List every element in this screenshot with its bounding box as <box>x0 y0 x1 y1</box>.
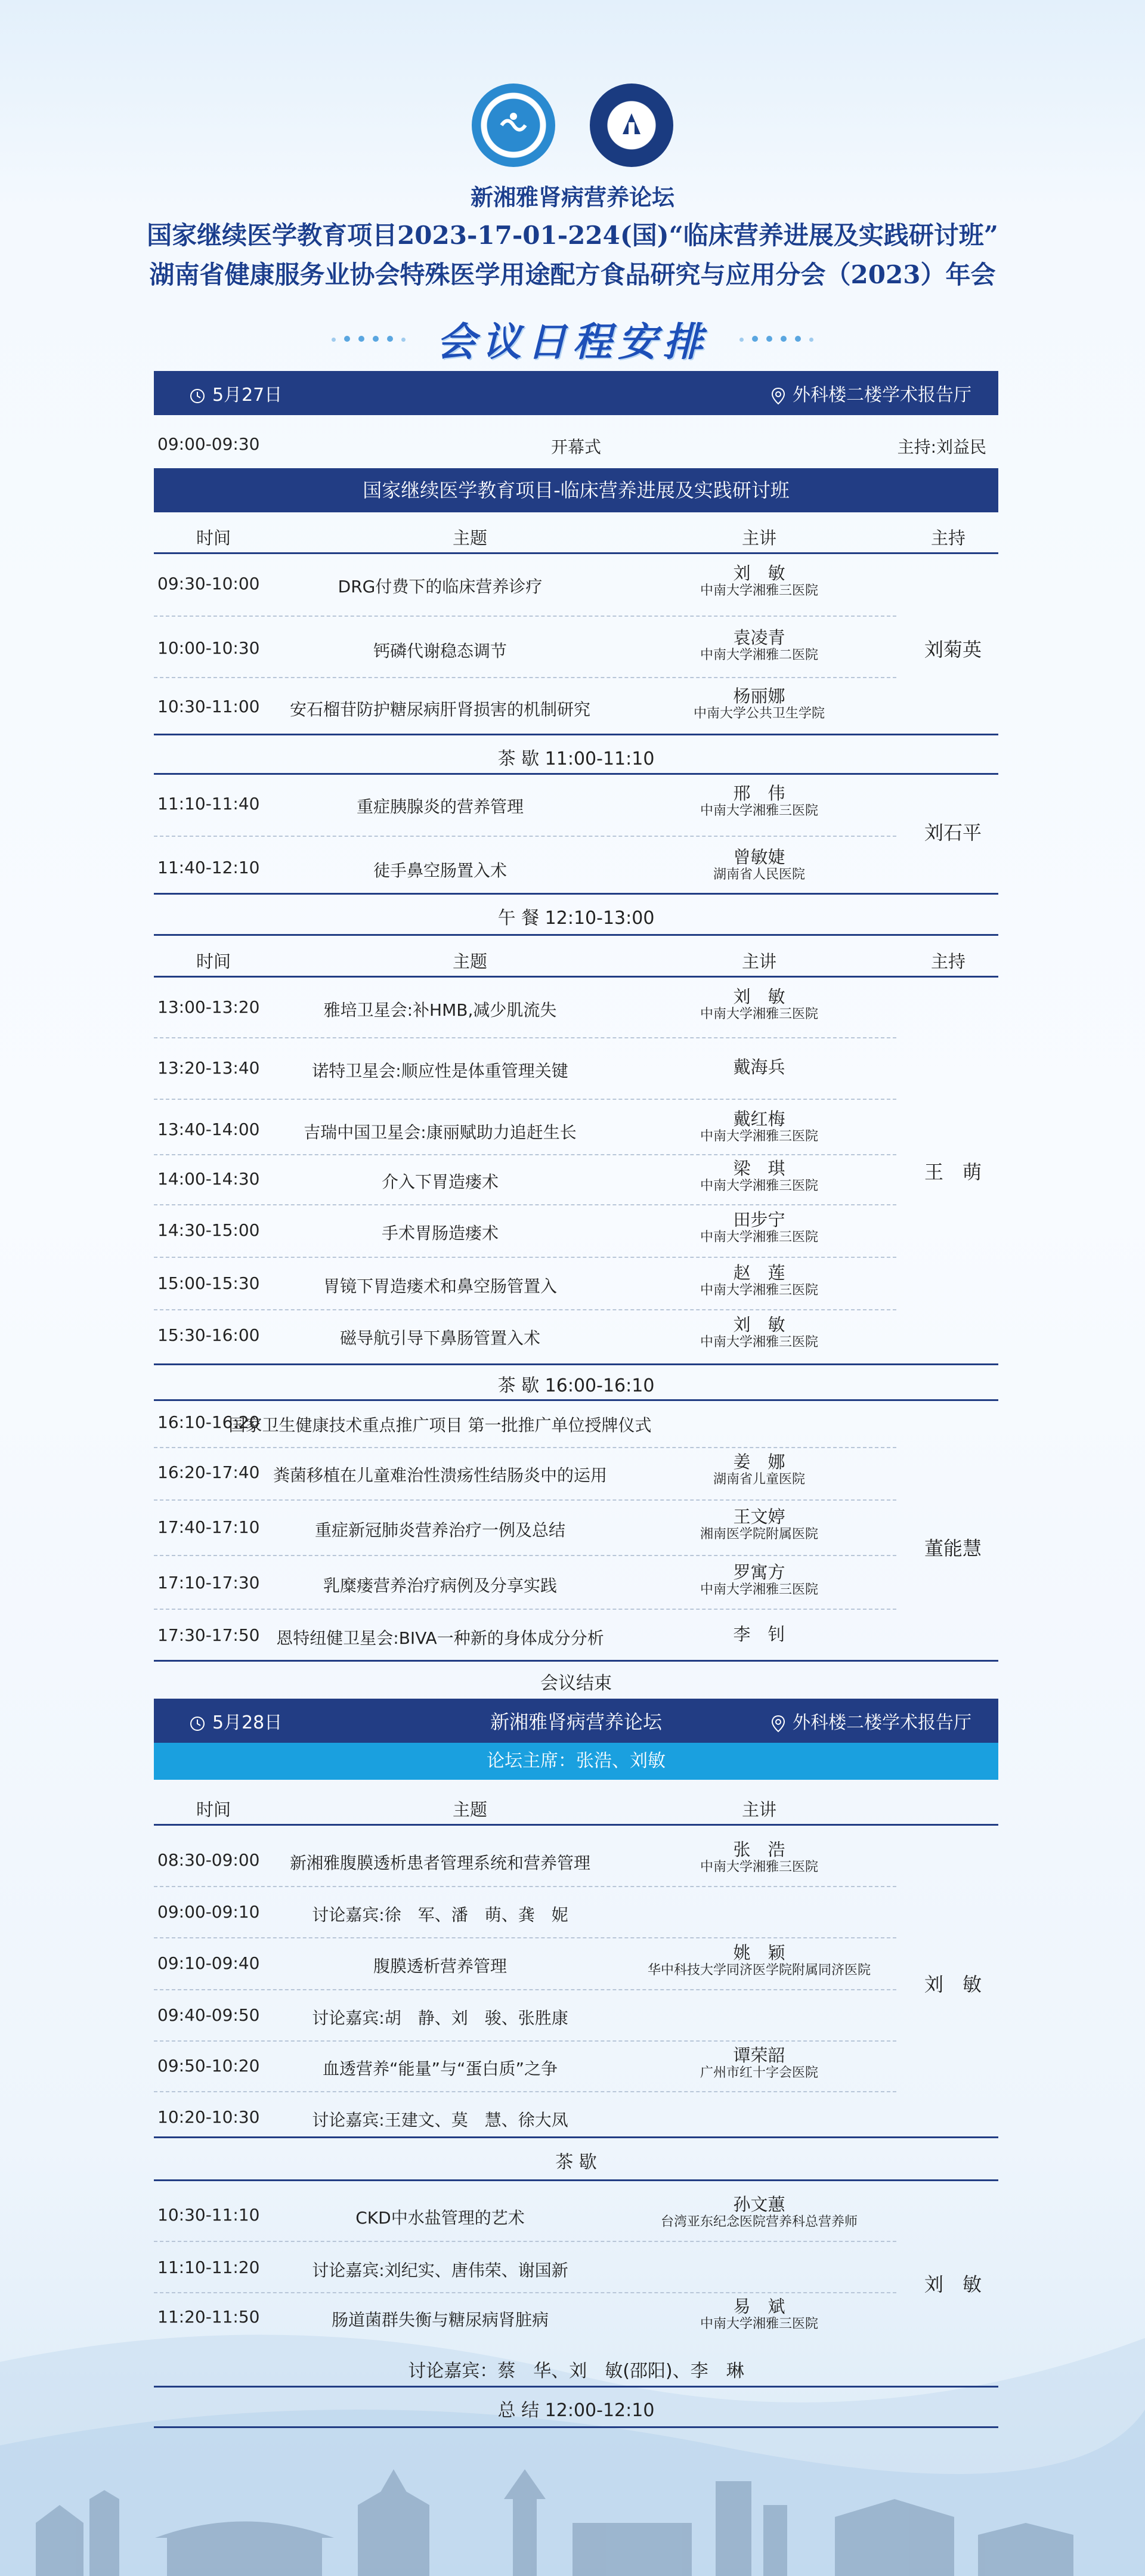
row-divider <box>154 1609 896 1610</box>
day2-title: 新湘雅肾病营养论坛 <box>490 1711 662 1733</box>
opening-title: 开幕式 <box>550 437 602 457</box>
session-topic: 讨论嘉宾:徐 军、潘 萌、龚 妮 <box>312 1905 568 1925</box>
divider <box>154 773 998 775</box>
session-topic: 肠道菌群失衡与糖尿病肾脏病 <box>331 2310 549 2330</box>
session-speaker <box>713 1453 805 1489</box>
session-topic: 粪菌移植在儿童难治性溃疡性结肠炎中的运用 <box>273 1465 608 1485</box>
speaker-name: 杨丽娜 <box>733 686 785 706</box>
schedule-banner-title: 会议日程安排 <box>437 319 708 365</box>
block4-host: 董能慧 <box>924 1537 982 1560</box>
speaker-name: 王文婷 <box>733 1507 785 1527</box>
session-speaker <box>700 1159 818 1195</box>
row-divider <box>154 1037 896 1038</box>
session-speaker <box>733 1058 785 1076</box>
session-time: 08:30-09:00 <box>157 1850 260 1870</box>
session-time: 16:20-17:40 <box>157 1462 260 1482</box>
speaker-organization: 中南大学湘雅三医院 <box>700 1582 819 1597</box>
section-title-bar: 国家继续医学教育项目-临床营养进展及实践研讨班 <box>154 468 998 512</box>
divider <box>154 1824 998 1826</box>
row-divider <box>154 836 896 837</box>
session-speaker <box>700 629 818 664</box>
col-time: 时间 <box>196 951 231 972</box>
session-speaker <box>700 784 818 820</box>
session-time: 16:10-16:20 <box>157 1412 260 1432</box>
speaker-name: 易 斌 <box>733 2296 785 2317</box>
divider <box>154 2426 998 2428</box>
session-time: 09:00-09:10 <box>157 1902 260 1922</box>
speaker-organization: 广州市红十字会医院 <box>700 2065 819 2080</box>
decorative-dots-left <box>327 333 410 344</box>
day2-header <box>154 1699 998 1743</box>
col-topic: 主题 <box>452 528 488 548</box>
speaker-name: 梁 琪 <box>733 1158 785 1179</box>
clock-icon <box>190 388 205 404</box>
schedule-banner <box>0 310 1145 367</box>
session-topic: CKD中水盐管理的艺术 <box>355 2208 525 2228</box>
speaker-name: 戴海兵 <box>733 1057 785 1077</box>
session-speaker <box>713 848 805 884</box>
day2-location: 外科楼二楼学术报告厅 <box>771 1708 971 1734</box>
session-speaker <box>700 1508 818 1544</box>
day1-location: 外科楼二楼学术报告厅 <box>771 380 971 406</box>
speaker-name: 袁凌青 <box>733 627 785 648</box>
session-topic: 国家卫生健康技术重点推广项目 第一批推广单位授牌仪式 <box>228 1415 652 1435</box>
session-time: 17:30-17:50 <box>157 1625 260 1645</box>
location-pin-icon <box>771 1715 785 1733</box>
divider <box>154 934 998 936</box>
session-topic: 手术胃肠造瘘术 <box>381 1223 499 1243</box>
divider <box>154 976 998 978</box>
session-time: 17:10-17:30 <box>157 1573 260 1592</box>
row-divider <box>154 2040 896 2042</box>
session-topic: 血透营养“能量”与“蛋白质”之争 <box>322 2059 558 2079</box>
divider <box>154 1399 998 1401</box>
divider <box>154 1660 998 1662</box>
project-title: 国家继续医学教育项目2023-17-01-224(国)“临床营养进展及实践研讨班” <box>147 221 998 250</box>
speaker-name: 刘 敏 <box>733 987 785 1007</box>
session-time: 09:50-10:20 <box>157 2056 260 2076</box>
session-topic: 磁导航引导下鼻肠管置入术 <box>339 1328 541 1348</box>
session-speaker <box>648 1944 871 1980</box>
session-time: 15:30-16:00 <box>157 1325 260 1345</box>
speaker-organization: 中南大学湘雅二医院 <box>700 648 819 663</box>
speaker-name: 戴红梅 <box>733 1109 785 1129</box>
divider <box>154 2386 998 2388</box>
row-divider <box>154 1154 896 1155</box>
session-time: 10:30-11:10 <box>157 2205 260 2225</box>
session-time: 13:00-13:20 <box>157 997 260 1017</box>
speaker-organization: 中南大学湘雅三医院 <box>700 1283 819 1298</box>
speaker-name: 孙文蕙 <box>733 2194 785 2215</box>
session-topic: 胃镜下胃造瘘术和鼻空肠管置入 <box>323 1276 558 1296</box>
col-time: 时间 <box>196 528 231 548</box>
speaker-name: 罗寓方 <box>733 1562 785 1582</box>
speaker-name: 刘 敏 <box>733 563 785 583</box>
row-divider <box>154 1204 896 1205</box>
session-speaker <box>733 1625 785 1643</box>
forum-chairs-bar: 论坛主席：张浩、刘敏 <box>154 1743 998 1780</box>
session-topic: 安石榴苷防护糖尿病肝肾损害的机制研究 <box>289 700 591 719</box>
session-speaker <box>700 1211 818 1247</box>
session-topic: 介入下胃造瘘术 <box>381 1172 499 1192</box>
session-time: 11:40-12:10 <box>157 858 260 877</box>
session-topic: 吉瑞中国卫星会:康丽赋助力追赶生长 <box>304 1122 577 1142</box>
speaker-organization: 中南大学湘雅三医院 <box>700 583 819 598</box>
hospital-logo <box>590 84 673 167</box>
session-speaker <box>700 1563 818 1599</box>
speaker-name: 李 钊 <box>733 1624 785 1644</box>
session-topic: 钙磷代谢稳态调节 <box>373 641 507 661</box>
meeting-end: 会议结束 <box>540 1673 612 1694</box>
session-speaker <box>700 2297 818 2333</box>
session-topic: 讨论嘉宾:胡 静、刘 骏、张胜康 <box>312 2008 568 2028</box>
col-time: 时间 <box>196 1799 231 1820</box>
session-topic: 新湘雅腹膜透析患者管理系统和营养管理 <box>289 1853 591 1873</box>
tea-break-2: 茶 歇 16:00-16:10 <box>497 1375 655 1396</box>
annual-meeting-title: 湖南省健康服务业协会特殊医学用途配方食品研究与应用分会（2023）年会 <box>149 260 996 289</box>
forum-title: 新湘雅肾病营养论坛 <box>470 184 674 211</box>
lunch-break: 午 餐 12:10-13:00 <box>497 908 655 929</box>
session-topic: 乳糜瘘营养治疗病例及分享实践 <box>323 1576 558 1595</box>
association-logo <box>472 84 555 167</box>
row-divider <box>154 1447 896 1448</box>
session-time: 14:00-14:30 <box>157 1169 260 1189</box>
row-divider <box>154 616 896 617</box>
col-speaker: 主讲 <box>741 528 777 548</box>
speaker-organization: 中南大学湘雅三医院 <box>700 2317 819 2331</box>
col-topic: 主题 <box>452 951 488 972</box>
session-topic: 讨论嘉宾:王建文、莫 慧、徐大凤 <box>312 2110 568 2130</box>
speaker-name: 邢 伟 <box>733 783 785 803</box>
speaker-name: 姜 娜 <box>733 1452 785 1472</box>
divider <box>154 2136 998 2138</box>
speaker-name: 谭荣韶 <box>733 2045 785 2065</box>
row-divider <box>154 1886 896 1887</box>
session-speaker <box>700 1841 818 1876</box>
block3-host: 王 萌 <box>924 1161 982 1183</box>
row-divider <box>154 2241 896 2242</box>
session-speaker <box>700 564 818 600</box>
speaker-organization: 中南大学湘雅三医院 <box>700 1335 819 1350</box>
day2-date: 5月28日 <box>190 1708 282 1734</box>
session-time: 09:30-10:00 <box>157 574 260 593</box>
speaker-organization: 中南大学湘雅三医院 <box>700 1129 819 1144</box>
col-speaker: 主讲 <box>741 951 777 972</box>
session-topic: 徒手鼻空肠置入术 <box>373 861 507 880</box>
session-time: 15:00-15:30 <box>157 1273 260 1293</box>
row-divider <box>154 1257 896 1258</box>
opening-host: 主持:刘益民 <box>897 437 986 457</box>
day2-block2-host: 刘 敏 <box>924 2273 982 2296</box>
speaker-organization: 中南大学湘雅三医院 <box>700 1179 819 1193</box>
session-topic: 腹膜透析营养管理 <box>373 1956 507 1976</box>
session-topic: 重症胰腺炎的营养管理 <box>356 797 524 817</box>
divider <box>154 893 998 895</box>
session-time: 10:00-10:30 <box>157 638 260 658</box>
row-divider <box>154 1937 896 1938</box>
row-divider <box>154 2292 896 2293</box>
row-divider <box>154 677 896 678</box>
day1-header <box>154 371 998 415</box>
speaker-organization: 湖南省儿童医院 <box>713 1472 806 1487</box>
session-topic: 重症新冠肺炎营养治疗一例及总结 <box>314 1520 566 1540</box>
speaker-organization: 中南大学湘雅三医院 <box>700 1007 819 1022</box>
session-time: 09:10-09:40 <box>157 1953 260 1973</box>
location-pin-icon <box>771 387 785 405</box>
speaker-name: 姚 颖 <box>733 1943 785 1963</box>
speaker-name: 刘 敏 <box>733 1315 785 1335</box>
speaker-name: 曾敏婕 <box>733 847 785 867</box>
col-topic: 主题 <box>452 1799 488 1820</box>
session-time: 10:20-10:30 <box>157 2107 260 2127</box>
row-divider <box>154 1499 896 1501</box>
block2-host: 刘石平 <box>924 821 982 844</box>
speaker-organization: 华中科技大学同济医学院附属同济医院 <box>647 1963 871 1978</box>
session-speaker <box>661 2195 858 2231</box>
divider <box>154 2179 998 2181</box>
divider <box>154 552 998 554</box>
city-skyline-illustration <box>0 2433 1145 2576</box>
opening-time: 09:00-09:30 <box>157 434 260 454</box>
session-speaker <box>700 2046 818 2082</box>
session-topic: DRG付费下的临床营养诊疗 <box>338 577 543 596</box>
speaker-organization: 湘南医学院附属医院 <box>700 1527 819 1542</box>
session-time: 11:20-11:50 <box>157 2307 260 2327</box>
day1-date: 5月27日 <box>190 380 282 406</box>
speaker-name: 张 浩 <box>733 1839 785 1860</box>
row-divider <box>154 1099 896 1100</box>
speaker-organization: 中南大学湘雅三医院 <box>700 1860 819 1875</box>
session-time: 09:40-09:50 <box>157 2005 260 2025</box>
session-time: 17:40-17:10 <box>157 1517 260 1537</box>
speaker-organization: 中南大学公共卫生学院 <box>693 706 825 721</box>
row-divider <box>154 1989 896 1990</box>
session-topic: 雅培卫星会:补HMB,减少肌流失 <box>323 1000 557 1020</box>
session-speaker <box>700 1316 818 1352</box>
session-time: 14:30-15:00 <box>157 1220 260 1240</box>
speaker-organization: 中南大学湘雅三医院 <box>700 1230 819 1245</box>
session-topic: 讨论嘉宾:刘纪实、唐伟荣、谢国新 <box>312 2260 568 2280</box>
session-speaker <box>700 1264 818 1300</box>
summary: 总 结 12:00-12:10 <box>497 2400 655 2421</box>
session-time: 11:10-11:20 <box>157 2258 260 2277</box>
tea-break-1: 茶 歇 11:00-11:10 <box>497 749 655 769</box>
col-host: 主持 <box>930 528 966 548</box>
session-speaker <box>700 1110 818 1146</box>
row-divider <box>154 2091 896 2092</box>
speaker-organization: 湖南省人民医院 <box>713 867 806 882</box>
speaker-organization: 台湾亚东纪念医院营养科总营养师 <box>660 2215 858 2229</box>
speaker-name: 赵 莲 <box>733 1263 785 1283</box>
session-time: 10:30-11:00 <box>157 697 260 716</box>
logo-group <box>0 84 1145 167</box>
session-speaker <box>694 687 825 723</box>
session-topic: 诺特卫星会:顺应性是体重管理关键 <box>312 1061 568 1081</box>
col-speaker: 主讲 <box>741 1799 777 1820</box>
day2-tea-break: 茶 歇 <box>555 2152 597 2173</box>
speaker-name: 田步宁 <box>733 1210 785 1230</box>
col-host: 主持 <box>930 951 966 972</box>
day2-block1-host: 刘 敏 <box>924 1973 982 1996</box>
session-time: 13:40-14:00 <box>157 1120 260 1139</box>
session-time: 11:10-11:40 <box>157 794 260 814</box>
block1-host: 刘菊英 <box>924 638 982 661</box>
speaker-organization: 中南大学湘雅三医院 <box>700 803 819 818</box>
discussion-guests: 讨论嘉宾：蔡 华、刘 敏(邵阳)、李 琳 <box>408 2361 744 2382</box>
divider <box>154 1363 998 1365</box>
session-topic: 恩特纽健卫星会:BIVA一种新的身体成分分析 <box>276 1628 604 1648</box>
divider <box>154 734 998 735</box>
session-time: 13:20-13:40 <box>157 1058 260 1078</box>
decorative-dots-right <box>735 333 818 344</box>
session-speaker <box>700 988 818 1023</box>
row-divider <box>154 1309 896 1310</box>
row-divider <box>154 1555 896 1556</box>
